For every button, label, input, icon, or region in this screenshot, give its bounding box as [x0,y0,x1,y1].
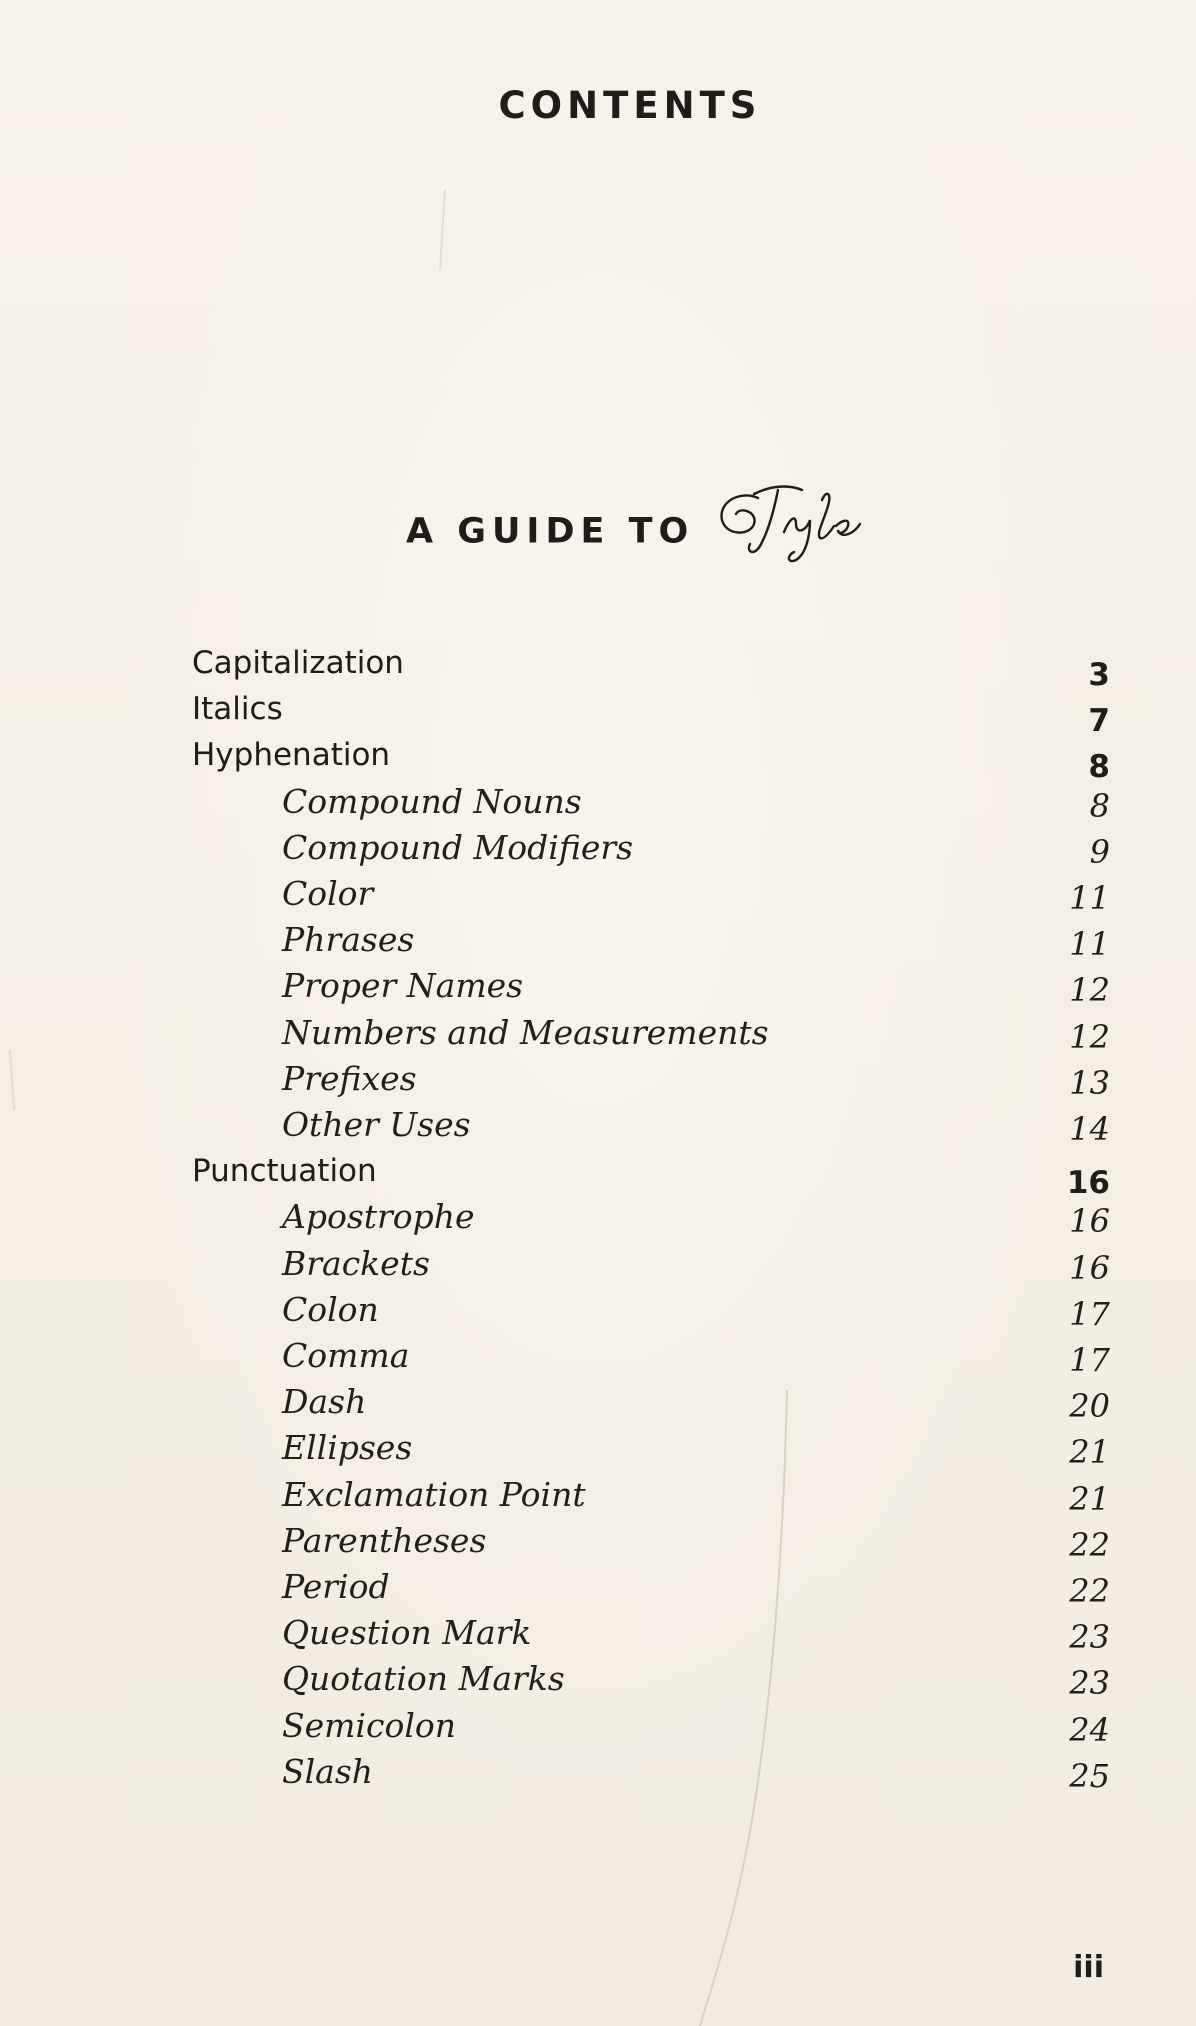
toc-entry-page: 22 [1069,1572,1110,1610]
toc-entry-page: 21 [1069,1433,1110,1472]
toc-entry-title: Capitalization [192,645,404,681]
toc-entry-title: Apostrophe [282,1197,475,1237]
toc-entry-page: 17 [1069,1341,1110,1379]
toc-subsection-entry [0,1102,1196,1148]
toc-entry-page: 11 [1069,925,1110,964]
toc-entry-page: 16 [1066,1165,1110,1202]
toc-entry-page: 7 [1088,703,1110,740]
toc-entry-page: 21 [1069,1479,1110,1518]
toc-subsection-entry [0,917,1196,963]
toc-subsection-entry [0,963,1196,1009]
toc-entry-title: Phrases [282,920,415,960]
toc-entry-title: Quotation Marks [282,1659,565,1699]
toc-entry-title: Proper Names [282,966,524,1006]
toc-entry-page: 20 [1069,1387,1110,1426]
toc-entry-page: 9 [1089,832,1110,871]
toc-subsection-entry [0,1379,1196,1425]
toc-entry-title: Ellipses [282,1428,413,1468]
toc-entry-title: Compound Modifiers [282,827,634,867]
toc-entry-page: 23 [1069,1618,1110,1657]
toc-entry-title: Exclamation Point [282,1474,586,1514]
page-number-folio: iii [1073,1950,1104,1985]
toc-subsection-entry [0,1333,1196,1379]
toc-entry-title: Question Mark [282,1613,532,1653]
toc-entry-page: 16 [1069,1202,1110,1241]
toc-entry-title: Dash [282,1382,367,1422]
toc-entry-page: 24 [1069,1710,1110,1749]
toc-subsection-entry [0,1749,1196,1795]
toc-entry-title: Hyphenation [192,737,391,774]
toc-entry-page: 13 [1069,1063,1110,1102]
toc-entry-title: Period [282,1567,390,1606]
toc-entry-title: Comma [282,1336,410,1375]
toc-subsection-entry [0,1287,1196,1333]
toc-subsection-entry [0,1425,1196,1471]
toc-entry-page: 14 [1069,1110,1110,1148]
toc-entry-page: 8 [1088,749,1110,786]
toc-subsection-entry [0,1703,1196,1749]
toc-entry-page: 8 [1089,786,1110,825]
toc-section-entry [0,686,1196,740]
toc-subsection-entry [0,1010,1196,1056]
toc-subsection-entry [0,1472,1196,1518]
toc-subsection-entry [0,825,1196,871]
toc-section-entry [0,732,1196,786]
toc-subsection-entry [0,1194,1196,1240]
toc-entry-page: 12 [1069,971,1110,1010]
toc-entry-title: Italics [192,691,283,728]
toc-subsection-entry [0,779,1196,825]
toc-entry-page: 22 [1069,1525,1110,1564]
toc-entry-title: Parentheses [282,1520,487,1560]
toc-entry-page: 3 [1088,657,1110,693]
section-heading-prefix: A GUIDE TO [406,511,695,552]
toc-entry-page: 16 [1069,1248,1110,1287]
toc-entry-title: Compound Nouns [282,781,582,821]
toc-subsection-entry [0,871,1196,917]
toc-entry-page: 25 [1069,1756,1110,1795]
toc-entry-title: Prefixes [282,1058,417,1098]
toc-subsection-entry [0,1564,1196,1610]
toc-entry-title: Numbers and Measurements [282,1012,769,1052]
toc-entry-page: 11 [1069,879,1110,917]
toc-entry-page: 23 [1069,1664,1110,1703]
toc-entry-title: Other Uses [282,1105,471,1144]
toc-entry-title: Colon [282,1289,379,1329]
toc-subsection-entry [0,1656,1196,1702]
toc-subsection-entry [0,1518,1196,1564]
toc-entry-title: Punctuation [192,1153,377,1190]
toc-subsection-entry [0,1056,1196,1102]
toc-entry-title: Slash [282,1751,374,1791]
toc-subsection-entry [0,1610,1196,1656]
contents-heading: CONTENTS [498,84,762,127]
toc-entry-page: 12 [1069,1017,1110,1056]
toc-entry-title: Color [282,874,374,913]
toc-section-entry [0,640,1196,693]
toc-subsection-entry [0,1241,1196,1287]
toc-entry-title: Semicolon [282,1705,457,1745]
toc-section-entry [0,1148,1196,1202]
toc-entry-page: 17 [1069,1294,1110,1333]
toc-entry-title: Brackets [282,1243,430,1283]
